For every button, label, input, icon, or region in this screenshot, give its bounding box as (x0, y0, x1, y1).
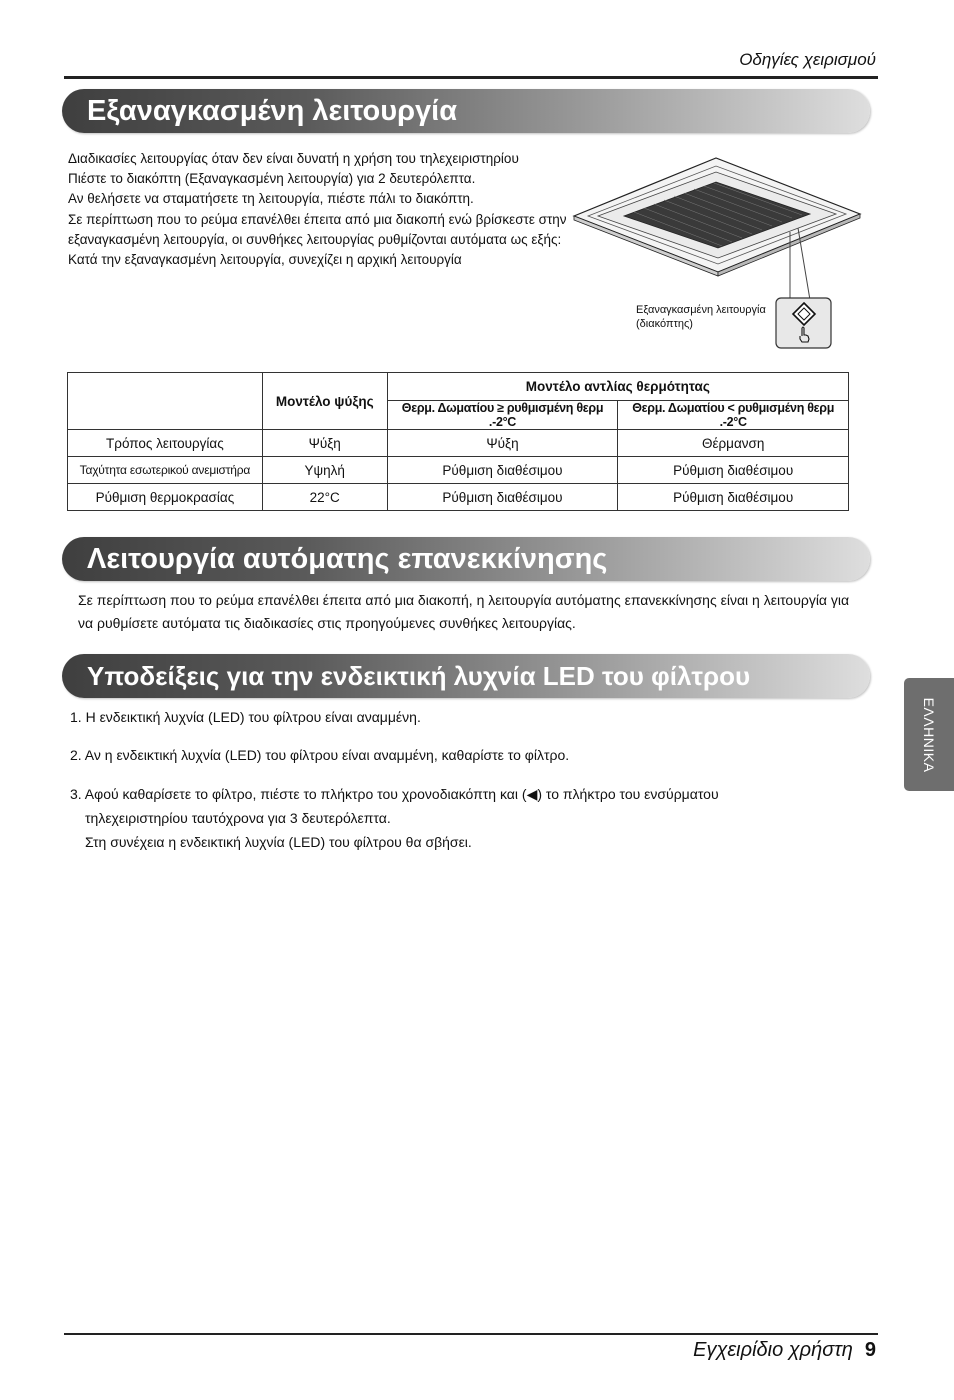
table-row (68, 484, 849, 511)
cell-cooling: Υψηλή (262, 457, 387, 484)
section-heading-auto-restart (62, 537, 870, 581)
section-heading-filter-led (62, 654, 870, 698)
footer-label: Εγχειρίδιο χρήστη (693, 1339, 853, 1361)
auto-restart-text: Σε περίπτωση που το ρεύμα επανέλθει έπειτα από μια διακοπή, η λειτουργία αυτόματης επανεκκίνησης είναι η λειτουργία για να ρυθμίσετε αυτόματα τις διαδικασίες στις προηγούμενες συνθήκες λειτουργίας. (78, 592, 850, 631)
figure-caption-line: (διακόπτης) (636, 318, 693, 330)
section-title-forced: Εξαναγκασμένη λειτουργία (87, 95, 458, 127)
page-number: 9 (864, 1339, 876, 1361)
list-item: 2. Αν η ενδεικτική λυχνία (LED) του φίλτρου είναι αναμμένη, καθαρίστε το φίλτρο. (70, 747, 570, 763)
sub-header-lt: Θερμ. Δωματίου < ρυθμισμένη θερμ .-2°C (618, 401, 849, 430)
hand-press-icon (797, 326, 813, 344)
row-label: Ταχύτητα εσωτερικού ανεμιστήρα (68, 457, 263, 484)
language-tab-label: ΕΛΛΗΝΙΚΑ (921, 697, 937, 772)
intro-line: Αν θελήσετε να σταματήσετε τη λειτουργία, πιέστε πάλι το διακόπτη. (68, 191, 474, 207)
intro-line: Πιέστε το διακόπτη (Εξαναγκασμένη λειτουργία) για 2 δευτερόλεπτα. (68, 171, 476, 187)
row-label: Ρύθμιση θερμοκρασίας (68, 484, 263, 511)
figure-caption (636, 303, 766, 331)
row-label: Τρόπος λειτουργίας (68, 430, 263, 457)
cell-ge: Ψύξη (387, 430, 618, 457)
header-divider (64, 76, 878, 79)
list-item-continuation: Στη συνέχεια η ενδεικτική λυχνία (LED) του φίλτρου θα σβήσει. (85, 834, 472, 850)
intro-line: Σε περίπτωση που το ρεύμα επανέλθει έπειτα από μια διακοπή ενώ βρίσκεστε στην εξαναγκασμένη λειτουργία, οι συνθήκες λειτουργίας ρυθμίζονται αυτόματα ως εξής: (68, 211, 567, 247)
intro-line: Κατά την εξαναγκασμένη λειτουργία, συνεχίζει η αρχική λειτουργία (68, 252, 462, 268)
header-title: Οδηγίες χειρισμού (739, 50, 876, 69)
cell-cooling: Ψύξη (262, 430, 387, 457)
col-header-cooling: Μοντέλο ψύξης (262, 373, 387, 430)
section-title-auto-restart: Λειτουργία αυτόματης επανεκκίνησης (87, 543, 608, 575)
footer (693, 1339, 876, 1362)
cell-ge: Ρύθμιση διαθέσιμου (387, 484, 618, 511)
list-item: 3. Αφού καθαρίσετε το φίλτρο, πιέστε το πλήκτρο του χρονοδιακόπτη και (◀) το πλήκτρο του ενσύρματου (70, 786, 719, 802)
table-row (68, 430, 849, 457)
figure-caption-line: Εξαναγκασμένη λειτουργία (636, 304, 766, 316)
forced-intro-text (68, 149, 568, 270)
list-item-continuation: τηλεχειριστηρίου ταυτόχρονα για 3 δευτερόλεπτα. (85, 810, 391, 826)
table-row (68, 457, 849, 484)
sub-header-ge: Θερμ. Δωματίου ≥ ρυθμισμένη θερμ .-2°C (387, 401, 618, 430)
table-corner-cell (68, 373, 263, 430)
cell-lt: Θέρμανση (618, 430, 849, 457)
cell-lt: Ρύθμιση διαθέσιμου (618, 457, 849, 484)
section-heading-forced (62, 89, 870, 133)
language-tab (904, 678, 954, 791)
forced-operation-table (67, 372, 849, 511)
col-header-heatpump: Μοντέλο αντλίας θερμότητας (387, 373, 848, 401)
cell-lt: Ρύθμιση διαθέσιμου (618, 484, 849, 511)
section-title-filter-led: Υποδείξεις για την ενδεικτική λυχνία LED του φίλτρου (87, 661, 751, 691)
footer-divider (64, 1333, 878, 1335)
cell-ge: Ρύθμιση διαθέσιμου (387, 457, 618, 484)
intro-line: Διαδικασίες λειτουργίας όταν δεν είναι δυνατή η χρήση του τηλεχειριστηρίου (68, 151, 519, 166)
cell-cooling: 22°C (262, 484, 387, 511)
list-item: 1. Η ενδεικτική λυχνία (LED) του φίλτρου είναι αναμμένη. (70, 709, 421, 725)
